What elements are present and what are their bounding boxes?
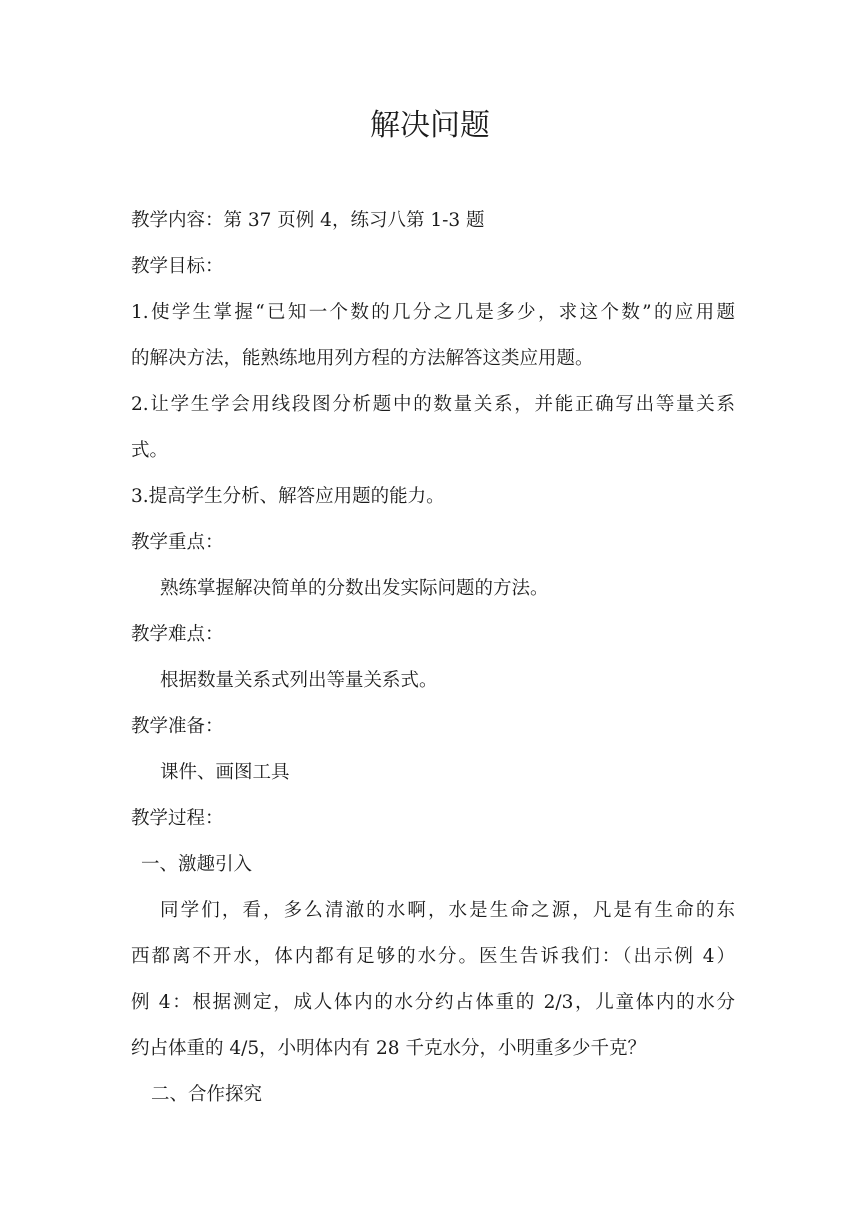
objective-3: 3.提高学生分析、解答应用题的能力。 [131,486,445,507]
intro-line-2: 西都离不开水，体内都有足够的水分。医生告诉我们：（出示例 4） [131,946,735,967]
process-heading: 教学过程： [131,808,224,829]
document-body [131,198,735,1118]
objectives-heading: 教学目标： [131,256,224,277]
objective-2-line-2: 式。 [131,440,169,461]
difficulties-text: 根据数量关系式列出等量关系式。 [160,670,438,691]
section-2-heading: 二、合作探究 [151,1084,263,1105]
key-points-text: 熟练掌握解决简单的分数出发实际问题的方法。 [160,578,549,599]
document-title: 解决问题 [370,108,490,143]
objective-2-line-1: 2.让学生学会用线段图分析题中的数量关系，并能正确写出等量关系 [131,394,735,415]
objective-1-line-1: 1.使学生掌握“已知一个数的几分之几是多少，求这个数”的应用题 [131,302,735,323]
objective-1-line-2: 的解决方法，能熟练地用列方程的方法解答这类应用题。 [131,348,594,369]
example-4-line-2: 约占体重的 4/5，小明体内有 28 千克水分，小明重多少千克？ [131,1038,646,1059]
preparation-heading: 教学准备： [131,716,224,737]
difficulties-heading: 教学难点： [131,624,224,645]
section-1-heading: 一、激趣引入 [141,854,253,875]
key-points-heading: 教学重点： [131,532,224,553]
teaching-content: 教学内容：第 37 页例 4，练习八第 1-3 题 [131,210,485,231]
preparation-text: 课件、画图工具 [160,762,290,783]
example-4-line-1: 例 4：根据测定，成人体内的水分约占体重的 2/3，儿童体内的水分 [131,992,735,1013]
intro-line-1: 同学们，看，多么清澈的水啊，水是生命之源，凡是有生命的东 [160,900,735,921]
